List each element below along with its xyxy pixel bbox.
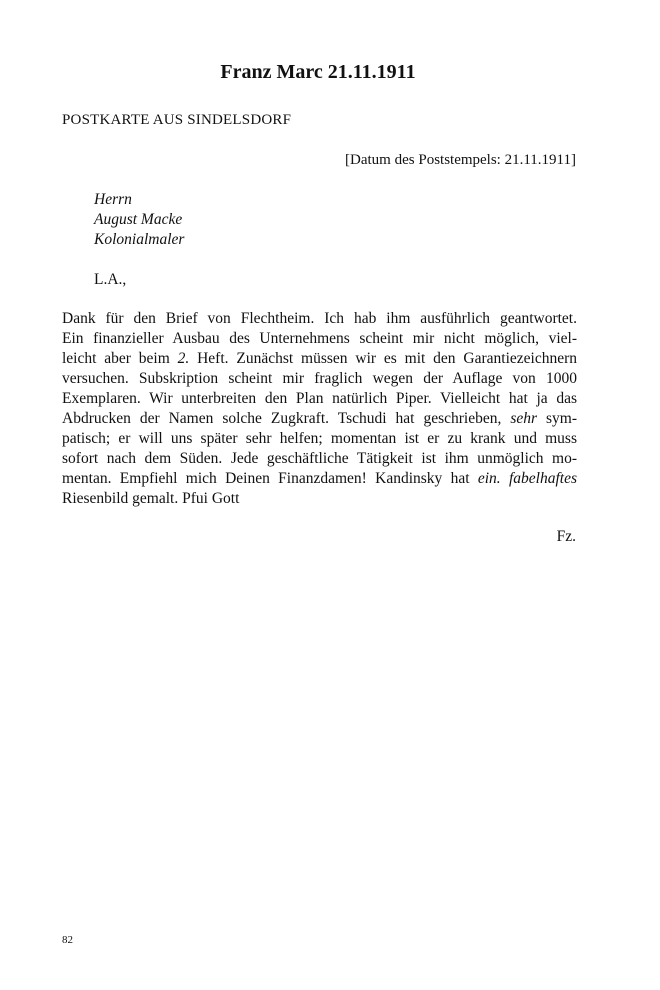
recipient-address (94, 190, 184, 250)
body-line: Ein finanzieller Ausbau des Unternehmens scheint mir nicht möglich, viel- (62, 330, 577, 347)
signature: Fz. (556, 528, 576, 545)
body-line: mentan. Empfiehl mich Deinen Finanzdamen! Kandinsky hat ein. fabelhaftes (62, 470, 577, 487)
emphasis: 2. (177, 350, 190, 367)
address-line: August Macke (94, 211, 183, 228)
address-line: Kolonialmaler (94, 231, 185, 248)
salutation: L.A., (94, 271, 127, 288)
body-line: Abdrucken der Namen solche Zugkraft. Tschudi hat geschrieben, sehr sym- (62, 410, 577, 427)
body-line: Riesenbild gemalt. Pfui Gott (62, 490, 240, 507)
body-line: patisch; er will uns später sehr helfen; momentan ist er zu krank und muss (62, 430, 577, 447)
emphasis: ein. fabelhaftes (477, 470, 577, 487)
postcard-label: POSTKARTE AUS SINDELSDORF (62, 112, 292, 128)
body-line: Exemplaren. Wir unterbreiten den Plan natürlich Piper. Vielleicht hat ja das (62, 390, 577, 407)
letter-body (62, 309, 577, 509)
body-line: versuchen. Subskription scheint mir fraglich wegen der Auflage von 1000 (62, 370, 577, 387)
body-line: sofort nach dem Süden. Jede geschäftliche Tätigkeit ist ihm unmöglich mo- (62, 450, 577, 467)
body-line: Dank für den Brief von Flechtheim. Ich hab ihm ausführlich geantwortet. (62, 310, 577, 327)
address-line: Herrn (94, 191, 132, 208)
emphasis: sehr (510, 410, 538, 427)
postmark-date: [Datum des Poststempels: 21.11.1911] (345, 152, 576, 168)
body-line: leicht aber beim 2. Heft. Zunächst müssen wir es mit den Garantiezeichnern (62, 350, 577, 367)
page-number: 82 (62, 934, 73, 946)
page-title: Franz Marc 21.11.1911 (220, 61, 416, 83)
